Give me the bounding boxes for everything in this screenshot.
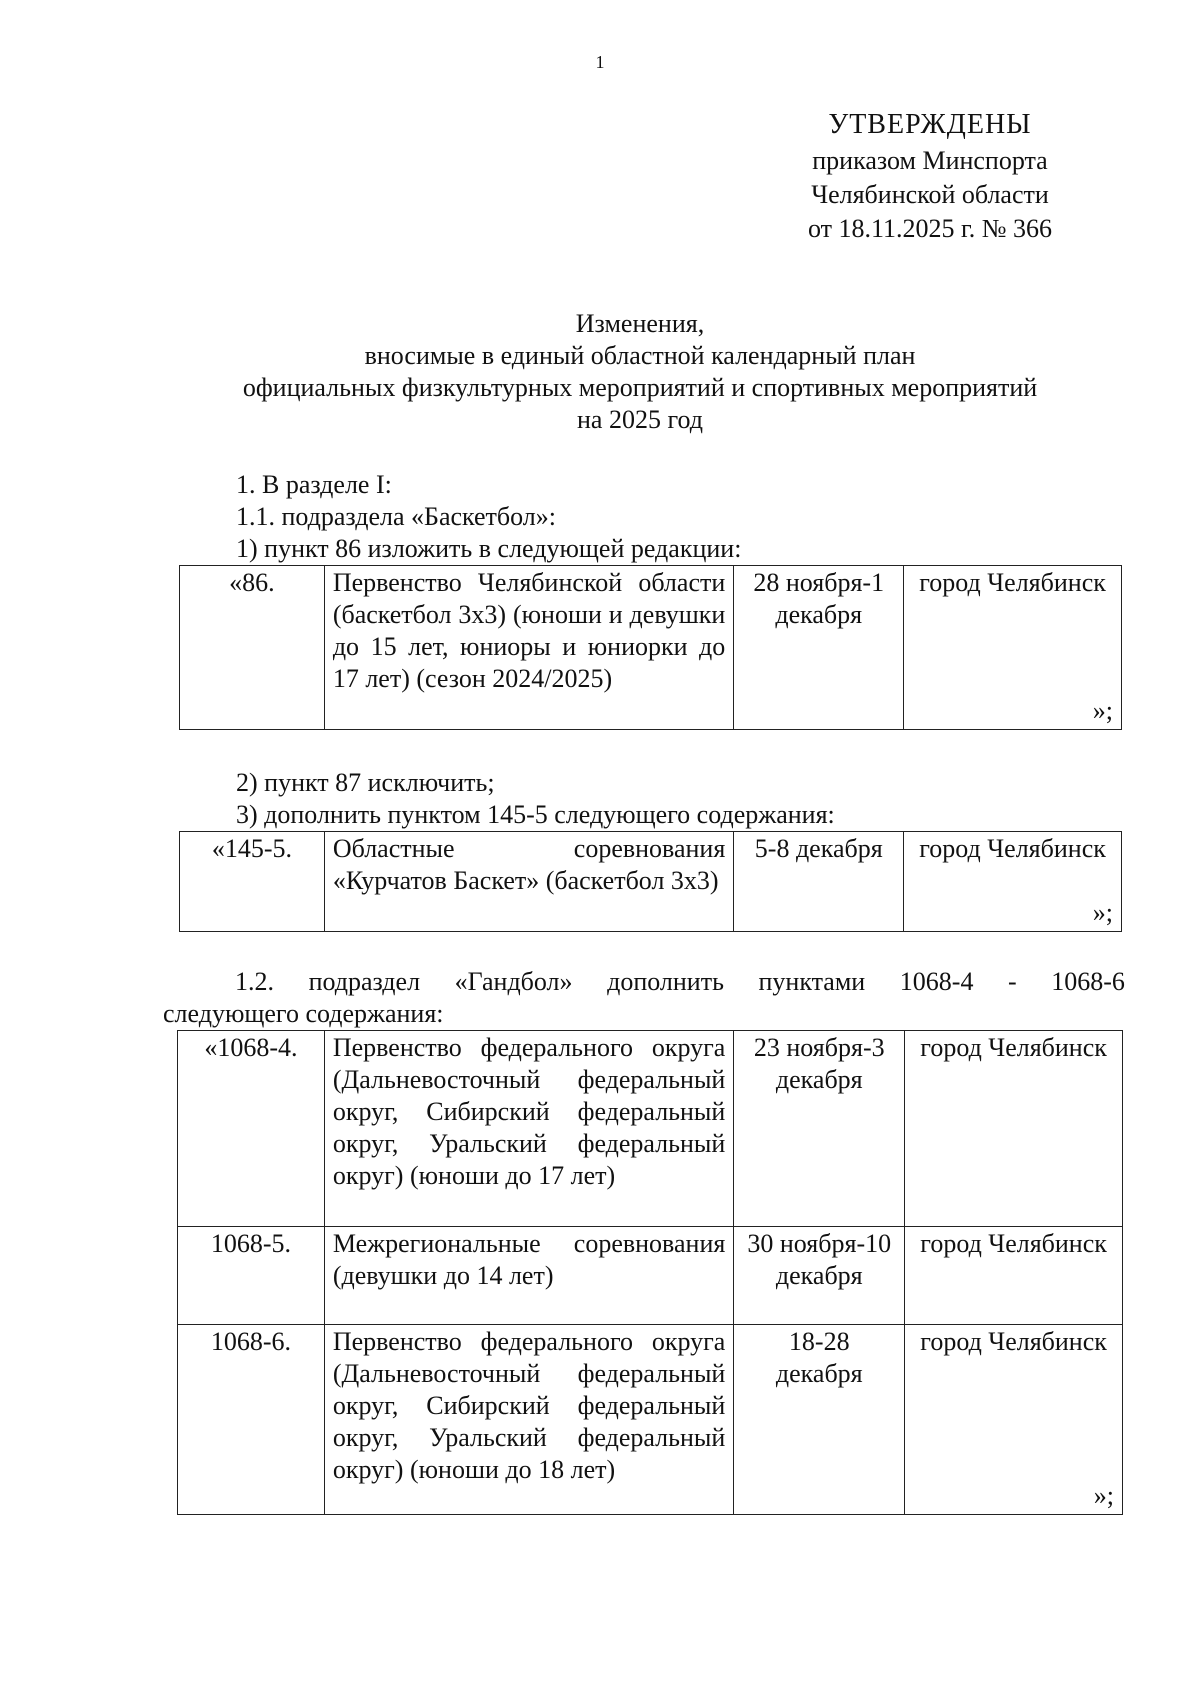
event-dates bbox=[734, 1325, 905, 1515]
event-number-text: «86. bbox=[229, 568, 275, 597]
event-dates bbox=[734, 566, 904, 730]
event-name-text: Областные соревнования «Курчатов Баскет» (баскетбол 3х3) bbox=[332, 834, 726, 895]
handball-word: дополнить bbox=[607, 967, 724, 996]
approval-line-1: приказом Минспорта bbox=[812, 146, 1048, 175]
event-name-text: Первенство Челябинской области (баскетбол 3х3) (юноши и девушки до 15 лет, юниоры и юниорки до 17 лет) (сезон 2024/2025) bbox=[332, 568, 726, 693]
item-87-instruction: 2) пункт 87 исключить; bbox=[236, 768, 495, 797]
section-heading: 1. В разделе I: bbox=[236, 470, 392, 499]
table-row bbox=[178, 1325, 1123, 1515]
event-dates bbox=[734, 1227, 905, 1325]
event-dates-text: 28 ноября-1 декабря bbox=[753, 568, 885, 629]
event-place-text: город Челябинск bbox=[920, 1033, 1107, 1062]
event-place bbox=[905, 1227, 1123, 1325]
event-number-text: «145-5. bbox=[211, 834, 292, 863]
handball-word: подраздел bbox=[308, 967, 421, 996]
handball-word: пунктами bbox=[758, 967, 866, 996]
table-row bbox=[180, 566, 1122, 730]
event-place-text: город Челябинск bbox=[920, 1327, 1107, 1356]
handball-word: 1.2. bbox=[235, 967, 274, 996]
handball-word: - bbox=[1008, 967, 1017, 996]
event-place-text: город Челябинск bbox=[919, 834, 1106, 863]
item-86-instruction: 1) пункт 86 изложить в следующей редакции: bbox=[236, 534, 742, 563]
subsection-basketball: 1.1. подраздела «Баскетбол»: bbox=[236, 502, 556, 531]
event-name bbox=[324, 1031, 733, 1227]
table-row bbox=[178, 1227, 1123, 1325]
event-dates-text: 18-28 декабря bbox=[775, 1327, 863, 1388]
event-place bbox=[905, 1325, 1123, 1515]
event-number-text: 1068-6. bbox=[210, 1327, 291, 1356]
approval-heading: УТВЕРЖДЕНЫ bbox=[828, 109, 1032, 140]
event-place-text: город Челябинск bbox=[920, 1229, 1107, 1258]
title-line-3: официальных физкультурных мероприятий и спортивных мероприятий bbox=[242, 373, 1038, 402]
approval-line-3: от 18.11.2025 г. № 366 bbox=[807, 214, 1053, 243]
event-name-text: Межрегиональные соревнования (девушки до 14 лет) bbox=[332, 1229, 726, 1290]
event-dates-text: 23 ноября-3 декабря bbox=[753, 1033, 885, 1094]
table-row bbox=[180, 832, 1122, 932]
handball-word: 1068-6 bbox=[1051, 967, 1125, 996]
title-line-1: Изменения, bbox=[575, 309, 705, 338]
plan-table-145-5 bbox=[179, 831, 1122, 932]
event-dates bbox=[734, 832, 904, 932]
event-number bbox=[180, 832, 325, 932]
event-place bbox=[905, 1031, 1123, 1227]
title-line-4: на 2025 год bbox=[577, 405, 703, 434]
event-dates-text: 5-8 декабря bbox=[754, 834, 883, 863]
event-number bbox=[180, 566, 325, 730]
event-number bbox=[178, 1031, 325, 1227]
event-name bbox=[324, 1325, 733, 1515]
page-number: 1 bbox=[595, 52, 605, 72]
event-name bbox=[324, 1227, 733, 1325]
event-place bbox=[904, 566, 1122, 730]
closing-quote: »; bbox=[1092, 696, 1113, 725]
event-number bbox=[178, 1325, 325, 1515]
title-line-2: вносимые в единый областной календарный план bbox=[364, 341, 916, 370]
subsection-handball bbox=[163, 966, 1125, 1030]
event-name-text: Первенство федерального округа (Дальневосточный федеральный округ, Сибирский федеральный округ, Уральский федеральный округ) (юноши до 17 лет) bbox=[332, 1033, 726, 1190]
event-dates bbox=[734, 1031, 905, 1227]
item-145-5-instruction: 3) дополнить пунктом 145-5 следующего содержания: bbox=[236, 800, 835, 829]
event-place bbox=[904, 832, 1122, 932]
event-number-text: «1068-4. bbox=[204, 1033, 298, 1062]
handball-word: «Гандбол» bbox=[454, 967, 573, 996]
event-name bbox=[324, 832, 733, 932]
closing-quote: »; bbox=[1093, 1481, 1114, 1510]
approval-line-2: Челябинской области bbox=[811, 180, 1049, 209]
event-dates-text: 30 ноября-10 декабря bbox=[747, 1229, 892, 1290]
plan-table-handball bbox=[177, 1030, 1123, 1515]
event-place-text: город Челябинск bbox=[919, 568, 1106, 597]
closing-quote: »; bbox=[1092, 898, 1113, 927]
plan-table-86 bbox=[179, 565, 1122, 730]
approval-block bbox=[770, 108, 1090, 246]
document-title bbox=[190, 308, 1090, 436]
table-row bbox=[178, 1031, 1123, 1227]
event-number-text: 1068-5. bbox=[210, 1229, 291, 1258]
event-number bbox=[178, 1227, 325, 1325]
event-name bbox=[324, 566, 733, 730]
event-name-text: Первенство федерального округа (Дальневосточный федеральный округ, Сибирский федеральный округ, Уральский федеральный округ) (юноши до 18 лет) bbox=[332, 1327, 726, 1484]
handball-word: 1068-4 bbox=[899, 967, 974, 996]
subsection-handball-line-1 bbox=[163, 966, 1125, 998]
subsection-handball-line-2: следующего содержания: bbox=[163, 999, 444, 1028]
